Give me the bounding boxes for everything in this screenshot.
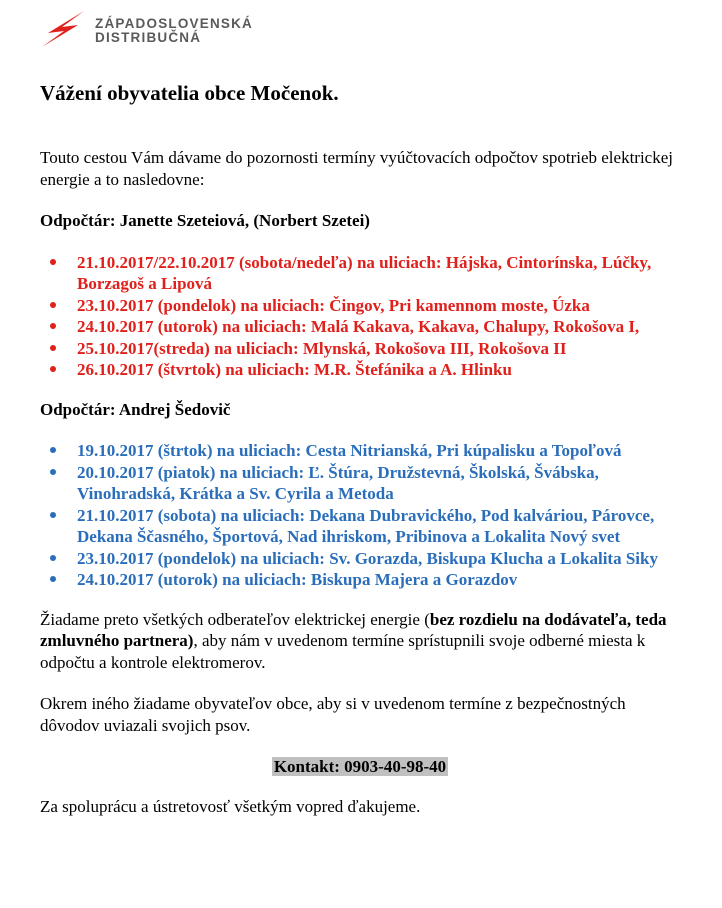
schedule-list-1	[40, 252, 680, 381]
dogs-paragraph: Okrem iného žiadame obyvateľov obce, aby si v uvedenom termíne z bezpečnostných dôvodov uviazali svojich psov.	[40, 694, 626, 735]
request-text-1: Žiadame preto všetkých odberateľov elektrickej energie (	[40, 609, 430, 629]
contact-block	[40, 756, 680, 778]
company-logo	[40, 11, 280, 51]
contact-phone: Kontakt: 0903-40-98-40	[273, 757, 447, 776]
reader-1-name: Odpočtár: Janette Szeteiová, (Norbert Szetei)	[40, 211, 370, 230]
request-paragraph	[40, 609, 680, 674]
page-title: Vážení obyvatelia obce Močenok.	[40, 81, 339, 105]
list-item: 21.10.2017 (sobota) na uliciach: Dekana Dubravického, Pod kalváriou, Párovce, Dekana Ščasného, Športová, Nad ihriskom, Pribinova a Lokalita Nový svet	[40, 505, 680, 548]
list-item: 21.10.2017/22.10.2017 (sobota/nedeľa) na uliciach: Hájska, Cintorínska, Lúčky, Borzagoš a Lipová	[40, 252, 680, 295]
list-item: 25.10.2017(streda) na uliciach: Mlynská, Rokošova III, Rokošova II	[40, 338, 680, 360]
lightning-bolt-icon	[40, 11, 88, 47]
request-text-2: , aby nám v uvedenom termíne sprístupnili svoje odberné miesta k odpočtu a kontrole elektromerov.	[40, 631, 646, 672]
request-bold-text: bez rozdielu na dodávateľa, teda zmluvného partnera)	[40, 609, 667, 650]
list-item: 26.10.2017 (štvrtok) na uliciach: M.R. Štefánika a A. Hlinku	[40, 359, 680, 381]
list-item: 19.10.2017 (štrtok) na uliciach: Cesta Nitrianská, Pri kúpalisku a Topoľová	[40, 440, 680, 462]
closing-paragraph: Za spoluprácu a ústretovosť všetkým vopred ďakujeme.	[40, 796, 421, 816]
list-item: 24.10.2017 (utorok) na uliciach: Biskupa Majera a Gorazdov	[40, 569, 680, 591]
list-item: 23.10.2017 (pondelok) na uliciach: Sv. Gorazda, Biskupa Klucha a Lokalita Siky	[40, 548, 680, 570]
list-item: 24.10.2017 (utorok) na uliciach: Malá Kakava, Kakava, Chalupy, Rokošova I,	[40, 316, 680, 338]
list-item: 23.10.2017 (pondelok) na uliciach: Čingov, Pri kamennom moste, Úzka	[40, 295, 680, 317]
list-item: 20.10.2017 (piatok) na uliciach: Ľ. Štúra, Družstevná, Školská, Švábska, Vinohradská, Krátka a Sv. Cyrila a Metoda	[40, 462, 680, 505]
logo-line-1: ZÁPADOSLOVENSKÁ	[95, 16, 254, 31]
notice-body	[40, 80, 680, 817]
logo-text	[95, 17, 253, 45]
reader-2-name: Odpočtár: Andrej Šedovič	[40, 399, 231, 419]
schedule-list-2	[40, 440, 680, 591]
intro-paragraph: Touto cestou Vám dávame do pozornosti termíny vyúčtovacích odpočtov spotrieb elektrickej energie a to nasledovne:	[40, 148, 673, 189]
logo-line-2: DISTRIBUČNÁ	[95, 30, 202, 45]
